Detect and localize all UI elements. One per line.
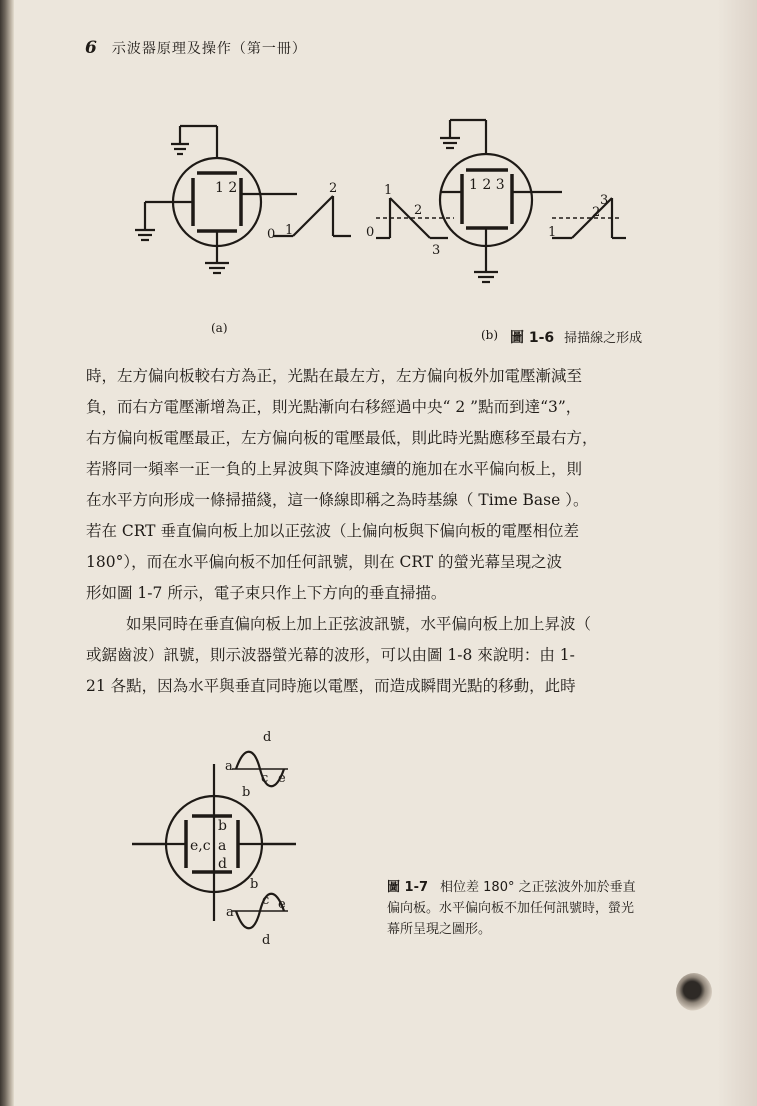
text-line: 負，而右方電壓漸增為正，則光點漸向右移經過中央“ 2 ”點而到達“3”， xyxy=(86,398,582,416)
tube-a-plate-labels: 1 2 xyxy=(215,180,238,196)
bottom-wave-label-e: e xyxy=(278,897,286,912)
bottom-wave-label-b: b xyxy=(250,877,259,892)
bottom-wave-label-d: d xyxy=(262,933,271,948)
page-right-edge xyxy=(717,0,757,1106)
wave-b-left-label-0: 0 xyxy=(366,225,375,240)
figure-1-6b xyxy=(362,112,637,302)
figure-1-6b-label: (b) xyxy=(481,328,499,342)
text-line: 時，左方偏向板較右方為正，光點在最左方，左方偏向板外加電壓漸減至 xyxy=(86,367,583,385)
running-header xyxy=(85,38,307,58)
screen-label-center: a xyxy=(218,838,227,854)
text-line: 若將同一頻率一正一負的上昇波與下降波連續的施加在水平偏向板上，則 xyxy=(86,460,583,478)
body-text xyxy=(86,361,666,702)
wave-b-left-label-1: 1 xyxy=(384,183,393,198)
top-wave-label-d: d xyxy=(263,730,272,745)
wave-b-right-label-1: 1 xyxy=(548,225,557,240)
top-wave-label-e: e xyxy=(278,771,286,786)
paragraph-1 xyxy=(86,361,666,609)
text-line: 在水平方向形成一條掃描綫，這一條線即稱之為時基線（ Time Base ）。 xyxy=(86,491,589,509)
caption-line: 相位差 180° 之正弦波外加於垂直 xyxy=(440,880,636,895)
top-wave-label-c: c xyxy=(261,771,269,786)
paragraph-2 xyxy=(86,609,666,702)
wave-b-right-label-3: 3 xyxy=(600,193,609,208)
figure-1-7-caption-number: 圖 1-7 xyxy=(387,880,429,895)
screen-label-top: b xyxy=(218,818,227,834)
wave-a-label-2: 2 xyxy=(329,181,338,196)
page-number: 6 xyxy=(85,38,98,58)
caption-line: 偏向板。水平偏向板不加任何訊號時，螢光 xyxy=(387,901,635,916)
top-wave-label-a: a xyxy=(225,759,233,774)
text-line: 或鋸齒波）訊號，則示波器螢光幕的波形，可以由圖 1-8 來說明：由 1- xyxy=(86,646,575,664)
text-line: 右方偏向板電壓最正，左方偏向板的電壓最低，則此時光點應移至最右方， xyxy=(86,429,598,447)
book-binding-edge xyxy=(0,0,14,1106)
figure-1-6a-label: (a) xyxy=(211,321,228,335)
screen-label-bottom: d xyxy=(218,856,227,872)
figure-1-6a xyxy=(125,118,355,298)
figure-1-6-caption-number: 圖 1-6 xyxy=(510,330,555,346)
bottom-wave-label-c: c xyxy=(262,893,270,908)
book-title: 示波器原理及操作（第一冊） xyxy=(111,41,307,57)
caption-line: 幕所呈現之圖形。 xyxy=(387,922,492,937)
wave-b-left-label-2: 2 xyxy=(414,203,423,218)
text-line: 如果同時在垂直偏向板上加上正弦波訊號，水平偏向板上加上昇波（ xyxy=(126,615,592,633)
tube-b-plate-labels: 1 2 3 xyxy=(469,177,505,193)
figure-1-6-caption xyxy=(510,327,642,347)
wave-a-label-0: 0 xyxy=(267,227,276,242)
figure-1-6-caption-text: 掃描線之形成 xyxy=(564,331,643,346)
wave-b-right-label-2: 2 xyxy=(592,205,601,220)
bottom-wave-label-a: a xyxy=(226,905,234,920)
text-line: 形如圖 1-7 所示，電子束只作上下方向的垂直掃描。 xyxy=(86,584,447,602)
text-line: 若在 CRT 垂直偏向板上加以正弦波（上偏向板與下偏向板的電壓相位差 xyxy=(86,522,579,540)
top-wave-label-b: b xyxy=(242,785,251,800)
wave-a-label-1: 1 xyxy=(285,223,294,238)
text-line: 21 各點，因為水平與垂直同時施以電壓，而造成瞬間光點的移動，此時 xyxy=(86,677,576,695)
wave-b-left-label-3: 3 xyxy=(432,243,441,258)
figure-1-7 xyxy=(128,726,308,951)
screen-label-left: e,c xyxy=(190,838,211,854)
paper-stain xyxy=(676,973,712,1011)
text-line: 180°），而在水平偏向板不加任何訊號，則在 CRT 的螢光幕呈現之波 xyxy=(86,553,563,571)
figure-1-7-caption xyxy=(387,877,687,940)
